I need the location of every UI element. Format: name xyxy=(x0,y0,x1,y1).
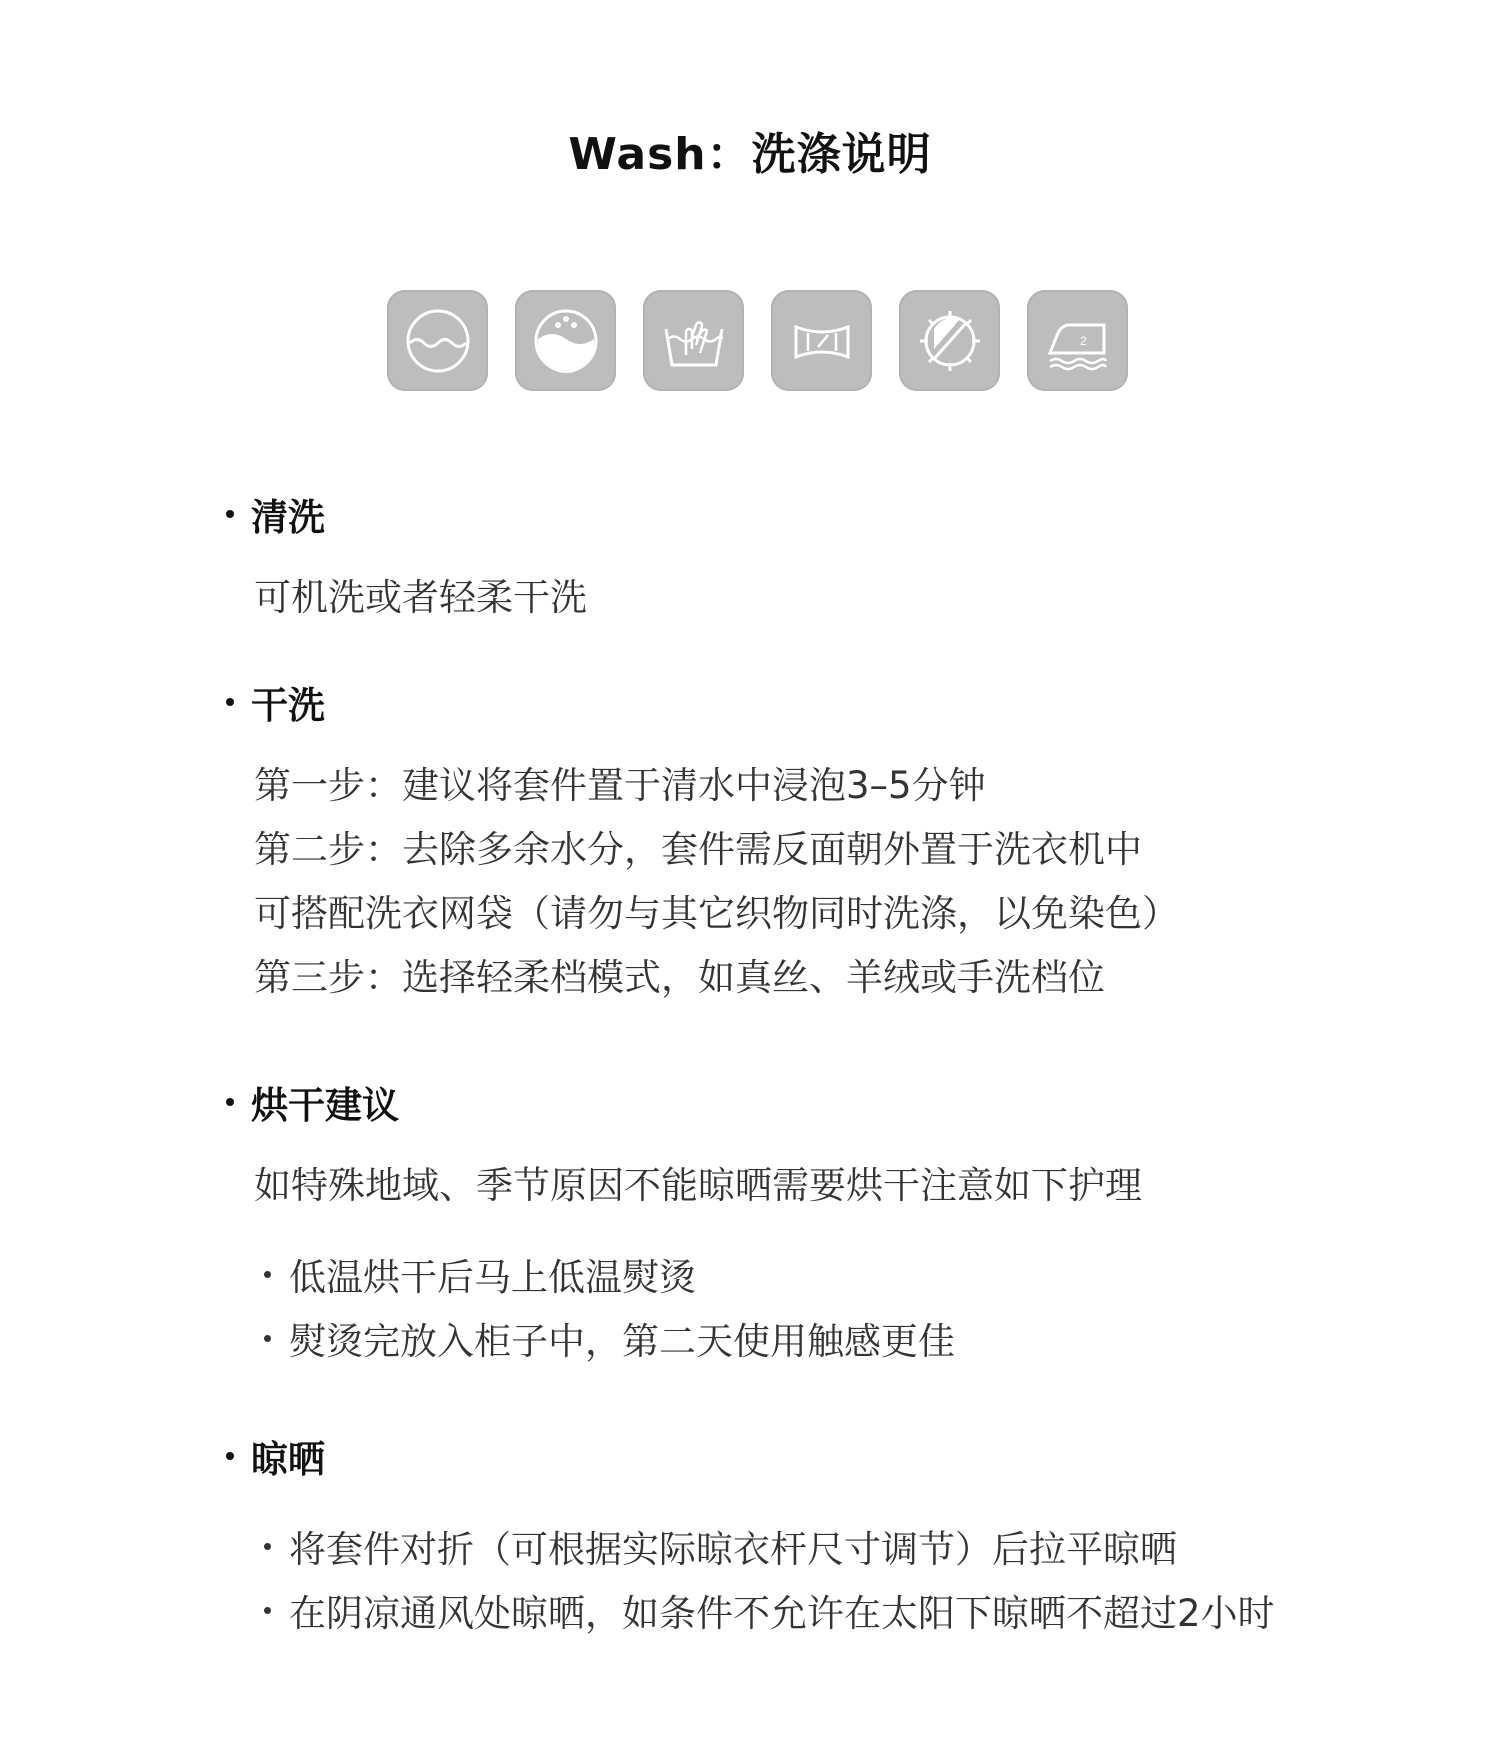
gentle-wash-icon xyxy=(515,290,616,391)
low-iron-icon xyxy=(1027,290,1128,391)
no-tumble-dry-icon xyxy=(899,290,1000,391)
section-text: 可机洗或者轻柔干洗 xyxy=(254,576,587,619)
heading-bullet xyxy=(226,1098,234,1106)
list-item: 在阴凉通风处晾晒，如条件不允许在太阳下晾晒不超过2小时 xyxy=(264,1578,1275,1642)
section-heading: 干洗 xyxy=(251,684,325,727)
section-heading: 烘干建议 xyxy=(251,1084,399,1127)
heading-bullet xyxy=(226,698,234,706)
heading-bullet xyxy=(226,1452,234,1460)
section-tumble-dry xyxy=(218,1078,1142,1370)
step-line: 第三步：选择轻柔档模式，如真丝、羊绒或手洗档位 xyxy=(254,956,1105,999)
section-air-dry xyxy=(218,1432,1275,1642)
wring-icon xyxy=(771,290,872,391)
heading-bullet xyxy=(226,510,234,518)
section-text: 如特殊地域、季节原因不能晾晒需要烘干注意如下护理 xyxy=(254,1164,1142,1207)
list-item: 将套件对折（可根据实际晾衣杆尺寸调节）后拉平晾晒 xyxy=(264,1514,1275,1578)
list-item: 低温烘干后马上低温熨烫 xyxy=(264,1242,1142,1306)
step-line: 第二步：去除多余水分，套件需反面朝外置于洗衣机中 xyxy=(254,828,1142,871)
section-heading: 清洗 xyxy=(251,496,325,539)
step-line: 第一步：建议将套件置于清水中浸泡3–5分钟 xyxy=(254,764,986,807)
iron-level-label: 2 xyxy=(1079,333,1087,348)
section-wash xyxy=(218,490,587,630)
machine-wash-icon xyxy=(387,290,488,391)
page-title: Wash：洗涤说明 xyxy=(568,129,932,180)
hand-wash-icon xyxy=(643,290,744,391)
section-heading: 晾晒 xyxy=(251,1438,325,1481)
list-item: 熨烫完放入柜子中，第二天使用触感更佳 xyxy=(264,1306,1142,1370)
care-icons-row xyxy=(387,290,1128,391)
section-dry-clean xyxy=(218,678,1179,1010)
step-line: 可搭配洗衣网袋（请勿与其它织物同时洗涤，以免染色） xyxy=(254,892,1179,935)
